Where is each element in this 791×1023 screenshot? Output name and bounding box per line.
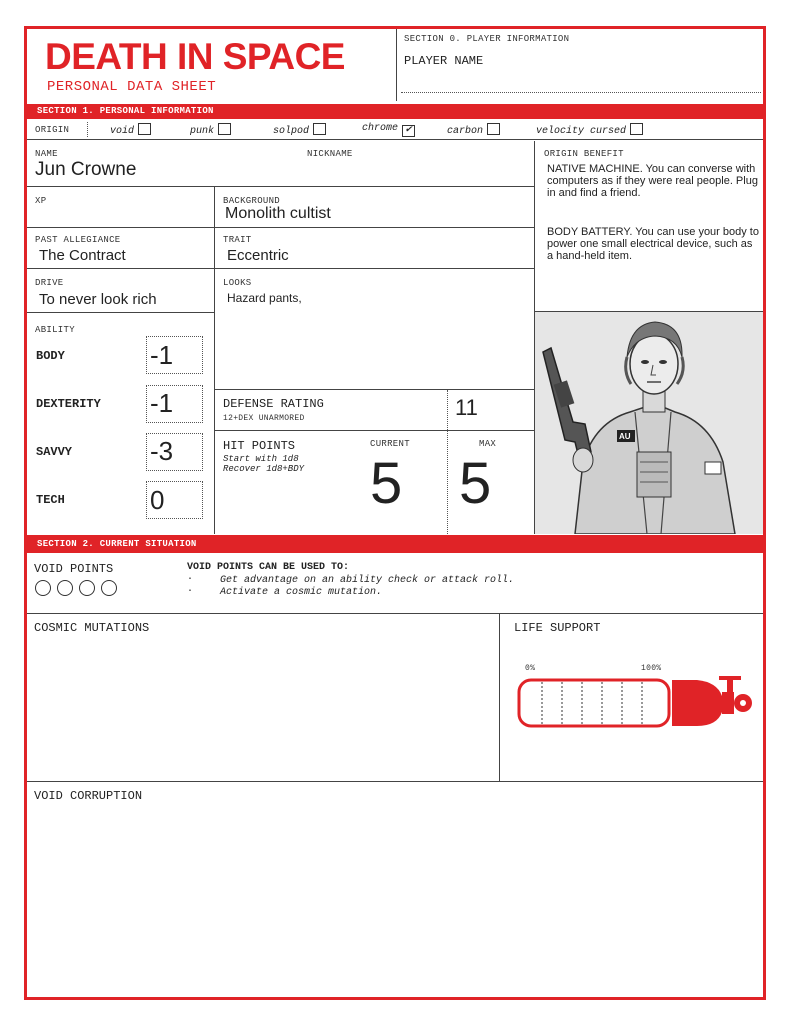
name-value[interactable]: Jun Crowne — [35, 159, 137, 180]
sheet-title: DEATH IN SPACE — [45, 36, 345, 77]
trait-value[interactable]: Eccentric — [227, 247, 289, 264]
void-uses-label: VOID POINTS CAN BE USED TO: — [187, 562, 350, 573]
ability-body-label: BODY — [36, 349, 65, 363]
xp-field[interactable] — [35, 207, 205, 225]
life-support-min: 0% — [525, 664, 536, 673]
ability-dexterity-label: DEXTERITY — [36, 397, 101, 411]
background-label: BACKGROUND — [223, 196, 281, 206]
ability-dexterity-value[interactable]: -1 — [146, 385, 203, 423]
void-corruption-field[interactable] — [31, 807, 759, 995]
void-points-label: VOID POINTS — [34, 562, 114, 576]
void-use-2-bullet: · — [187, 586, 194, 597]
player-name-label: PLAYER NAME — [404, 54, 484, 68]
life-support-max: 100% — [641, 664, 662, 673]
void-point-4[interactable] — [101, 580, 117, 596]
ability-label: ABILITY — [35, 325, 75, 335]
life-support-label: LIFE SUPPORT — [514, 621, 601, 635]
origin-label: ORIGIN — [35, 125, 70, 135]
ability-body-value[interactable]: -1 — [146, 336, 203, 374]
origin-checkbox-carbon — [487, 123, 500, 135]
defense-label: DEFENSE RATING — [223, 397, 324, 411]
void-use-2: Activate a cosmic mutation. — [220, 587, 383, 598]
trait-label: TRAIT — [223, 235, 252, 245]
player-name-field[interactable] — [401, 69, 761, 93]
hp-sub1: Start with 1d8 — [223, 454, 299, 464]
defense-value[interactable]: 11 — [455, 395, 478, 420]
drive-label: DRIVE — [35, 278, 64, 288]
void-corruption-label: VOID CORRUPTION — [34, 789, 143, 803]
origin-option-carbon[interactable]: carbon — [447, 123, 500, 137]
hp-max-label: MAX — [479, 439, 497, 449]
nickname-field[interactable] — [307, 161, 507, 181]
background-value[interactable]: Monolith cultist — [225, 205, 331, 222]
looks-value[interactable]: Hazard pants, — [227, 291, 302, 305]
past-allegiance-label: PAST ALLEGIANCE — [35, 235, 121, 245]
origin-option-void[interactable]: void — [110, 123, 151, 137]
origin-checkbox-velocity-cursed — [630, 123, 643, 135]
drive-value[interactable]: To never look rich — [39, 291, 157, 308]
hp-sub2: Recover 1d8+BDY — [223, 464, 305, 474]
cosmic-mutations-label: COSMIC MUTATIONS — [34, 621, 150, 635]
section1-bar-label: SECTION 1. PERSONAL INFORMATION — [37, 106, 214, 116]
section2-bar-label: SECTION 2. CURRENT SITUATION — [37, 539, 197, 549]
cosmic-mutations-field[interactable] — [31, 639, 495, 777]
void-use-1-bullet: · — [187, 574, 194, 585]
hp-current-value[interactable]: 5 — [370, 451, 403, 516]
origin-option-chrome[interactable]: chrome ✔ — [362, 123, 415, 137]
section2-bar — [27, 535, 763, 553]
character-portrait — [535, 312, 763, 534]
section1-bar — [27, 104, 763, 119]
hp-label: HIT POINTS — [223, 439, 296, 453]
void-point-2[interactable] — [57, 580, 73, 596]
origin-benefit-label: ORIGIN BENEFIT — [544, 149, 624, 159]
xp-label: XP — [35, 196, 47, 206]
void-point-3[interactable] — [79, 580, 95, 596]
origin-row — [27, 120, 763, 140]
origin-option-punk[interactable]: punk — [190, 123, 231, 137]
past-allegiance-value[interactable]: The Contract — [39, 247, 126, 264]
origin-benefit-1: NATIVE MACHINE. You can converse with computers as if they were real people. Plug in and find a friend. — [547, 163, 758, 199]
origin-checkbox-solpod — [313, 123, 326, 135]
sheet-subtitle: PERSONAL DATA SHEET — [47, 79, 217, 95]
void-point-1[interactable] — [35, 580, 51, 596]
origin-checkbox-void — [138, 123, 151, 135]
defense-sub: 12+DEX UNARMORED — [223, 414, 305, 423]
character-sheet — [24, 26, 766, 1000]
origin-option-velocity-cursed[interactable]: velocity cursed — [536, 123, 643, 137]
origin-benefit-2: BODY BATTERY. You can use your body to power one small electrical device, such as a hand-held item. — [547, 226, 759, 262]
ability-tech-value[interactable]: 0 — [146, 481, 203, 519]
ability-tech-label: TECH — [36, 493, 65, 507]
life-support-tank[interactable] — [517, 674, 757, 734]
jacket-patch-text: AU — [619, 432, 631, 441]
void-points-tracker — [35, 580, 123, 601]
origin-checkbox-punk — [218, 123, 231, 135]
section0-label: SECTION 0. PLAYER INFORMATION — [404, 34, 570, 44]
void-use-1: Get advantage on an ability check or attack roll. — [220, 575, 515, 586]
looks-label: LOOKS — [223, 278, 252, 288]
nickname-label: NICKNAME — [307, 149, 353, 159]
ability-savvy-label: SAVVY — [36, 445, 73, 459]
origin-option-solpod[interactable]: solpod — [273, 123, 326, 137]
name-label: NAME — [35, 149, 58, 159]
hp-max-value[interactable]: 5 — [459, 451, 492, 516]
hp-current-label: CURRENT — [370, 439, 410, 449]
ability-savvy-value[interactable]: -3 — [146, 433, 203, 471]
origin-checkbox-chrome: ✔ — [402, 125, 415, 137]
portrait-illustration — [535, 312, 763, 534]
